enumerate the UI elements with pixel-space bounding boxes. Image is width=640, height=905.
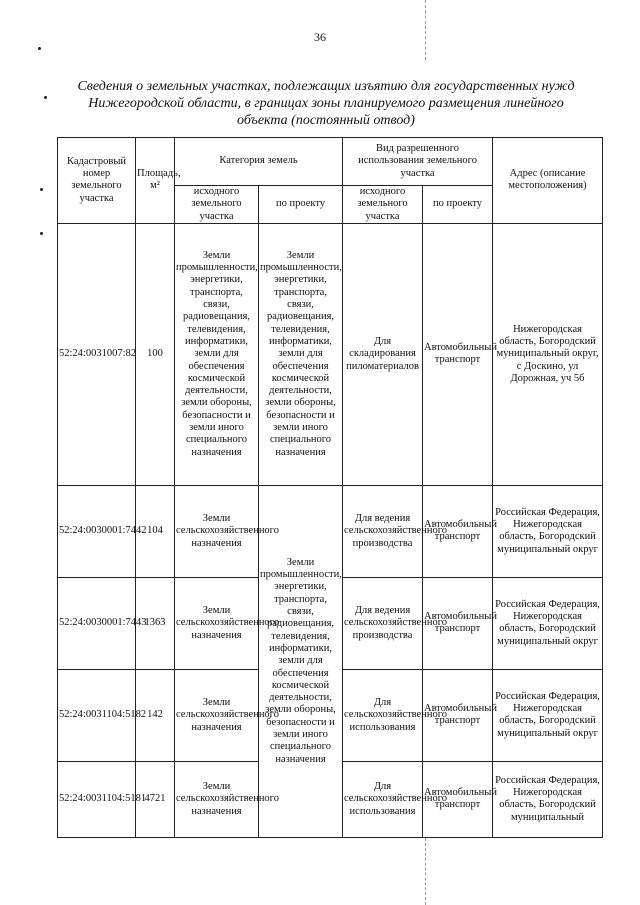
header-address: Адрес (описание местоположения) <box>493 138 603 224</box>
cell-use-project: Автомобильный транспорт <box>423 485 493 577</box>
cell-address: Нижегородская область, Богородский муниципальный округ, с Доскино, ул Дорожная, уч 5б <box>493 223 603 485</box>
header-land-category: Категория земель <box>175 138 343 186</box>
cell-cadastral: 52:24:0030001:7443 <box>58 577 136 669</box>
document-title: Сведения о земельных участках, подлежащих изъятию для государственных нужд Нижегородской области, в границах зоны планируемого размещения линейного объекта (постоянный отвод) <box>77 79 575 128</box>
cell-category-project-merged: Земли промышленности, энергетики, транспорта, связи, радиовещания, телевидения, информатики, земли для обеспечения космической деятельности, земли обороны, безопасности и земли иного специального назначения <box>259 485 343 837</box>
cell-area: 1363 <box>136 577 175 669</box>
header-area: Площадь, м² <box>136 138 175 224</box>
header-cadastral: Кадастровый номер земельного участка <box>58 138 136 224</box>
cell-use-initial: Для ведения сельскохозяйственного производства <box>343 577 423 669</box>
cell-category-initial: Земли сельскохозяйственного назначения <box>175 669 259 761</box>
page-number: 36 <box>314 30 326 44</box>
cell-address: Российская Федерация, Нижегородская область, Богородский муниципальный округ <box>493 485 603 577</box>
subheader-category-initial: исходного земельного участка <box>175 186 259 224</box>
table-row <box>58 223 603 485</box>
cell-cadastral: 52:24:0031104:5182 <box>58 669 136 761</box>
scan-mark <box>44 96 47 99</box>
cell-use-initial: Для ведения сельскохозяйственного производства <box>343 485 423 577</box>
scan-mark <box>40 232 43 235</box>
header-row <box>58 138 603 186</box>
cell-use-project: Автомобильный транспорт <box>423 223 493 485</box>
cell-category-initial: Земли сельскохозяйственного назначения <box>175 485 259 577</box>
cell-use-initial: Для сельскохозяйственного использования <box>343 761 423 837</box>
scan-mark <box>40 188 43 191</box>
cell-address: Российская Федерация, Нижегородская область, Богородский муниципальный округ <box>493 669 603 761</box>
subheader-use-project: по проекту <box>423 186 493 224</box>
subheader-use-initial: исходного земельного участка <box>343 186 423 224</box>
cell-area: 104 <box>136 485 175 577</box>
cell-category-initial: Земли сельскохозяйственного назначения <box>175 761 259 837</box>
cell-area: 4721 <box>136 761 175 837</box>
scan-line <box>425 838 426 905</box>
cell-category-initial: Земли сельскохозяйственного назначения <box>175 577 259 669</box>
cell-cadastral: 52:24:0030001:7442 <box>58 485 136 577</box>
scan-mark <box>38 47 41 50</box>
cell-cadastral: 52:24:0031007:82 <box>58 223 136 485</box>
scan-line <box>425 0 426 60</box>
cell-use-project: Автомобильный транспорт <box>423 761 493 837</box>
header-permitted-use: Вид разрешенного использования земельного участка <box>343 138 493 186</box>
land-plots-table <box>57 137 603 838</box>
cell-cadastral: 52:24:0031104:5181 <box>58 761 136 837</box>
subheader-category-project: по проекту <box>259 186 343 224</box>
table-row <box>58 485 603 577</box>
cell-use-project: Автомобильный транспорт <box>423 577 493 669</box>
cell-use-initial: Для складирования пиломатериалов <box>343 223 423 485</box>
cell-category-project: Земли промышленности, энергетики, транспорта, связи, радиовещания, телевидения, информатики, земли для обеспечения космической деятельности, земли обороны, безопасности и земли иного специального назначения <box>259 223 343 485</box>
cell-category-initial: Земли промышленности, энергетики, транспорта, связи, радиовещания, телевидения, информатики, земли для обеспечения космической деятельности, земли обороны, безопасности и земли иного специального назначения <box>175 223 259 485</box>
cell-use-project: Автомобильный транспорт <box>423 669 493 761</box>
cell-area: 100 <box>136 223 175 485</box>
cell-address: Российская Федерация, Нижегородская область, Богородский муниципальный <box>493 761 603 837</box>
cell-address: Российская Федерация, Нижегородская область, Богородский муниципальный округ <box>493 577 603 669</box>
cell-area: 142 <box>136 669 175 761</box>
cell-use-initial: Для сельскохозяйственного использования <box>343 669 423 761</box>
